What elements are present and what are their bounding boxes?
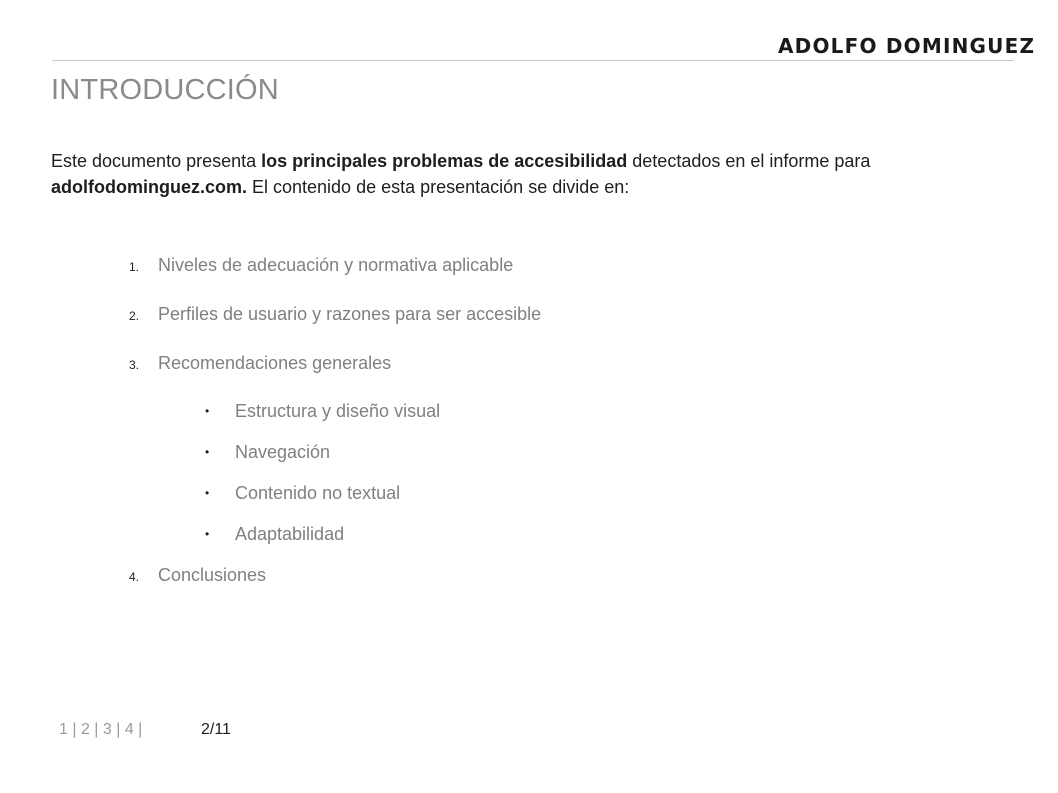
sublist-item-adaptabilidad: Adaptabilidad	[235, 524, 345, 544]
intro-paragraph	[51, 148, 1011, 200]
intro-emphasis: los principales problemas de accesibilidad	[261, 151, 628, 171]
bullet-marker: •	[205, 445, 210, 459]
list-number: 4.	[129, 570, 140, 584]
bullet-marker: •	[205, 527, 210, 541]
section-page-links[interactable]: 1 | 2 | 3 | 4 |	[59, 721, 143, 738]
sublist-item-estructura: Estructura y diseño visual	[235, 401, 441, 421]
intro-text: detectados en el informe para	[627, 151, 871, 171]
list-number: 1.	[129, 260, 140, 274]
list-item-perfiles: Perfiles de usuario y razones para ser accesible	[158, 304, 542, 324]
intro-text: El contenido de esta presentación se divide en:	[247, 177, 630, 197]
list-number: 2.	[129, 309, 140, 323]
brand-logo: ADOLFO DOMINGUEZ	[778, 34, 1036, 58]
sublist-item-navegacion: Navegación	[235, 442, 331, 462]
list-item-conclusiones: Conclusiones	[158, 565, 267, 585]
intro-text: Este documento presenta	[51, 151, 262, 171]
header-divider	[52, 60, 1014, 61]
list-number: 3.	[129, 358, 140, 372]
intro-site-name: adolfodominguez.com.	[51, 177, 247, 197]
page-title: INTRODUCCIÓN	[51, 74, 279, 106]
bullet-marker: •	[205, 486, 210, 500]
list-item-niveles: Niveles de adecuación y normativa aplicable	[158, 255, 514, 275]
slide-counter: 2/11	[201, 721, 231, 738]
list-item-recomendaciones: Recomendaciones generales	[158, 353, 392, 373]
bullet-marker: •	[205, 404, 210, 418]
sublist-item-contenido: Contenido no textual	[235, 483, 401, 503]
